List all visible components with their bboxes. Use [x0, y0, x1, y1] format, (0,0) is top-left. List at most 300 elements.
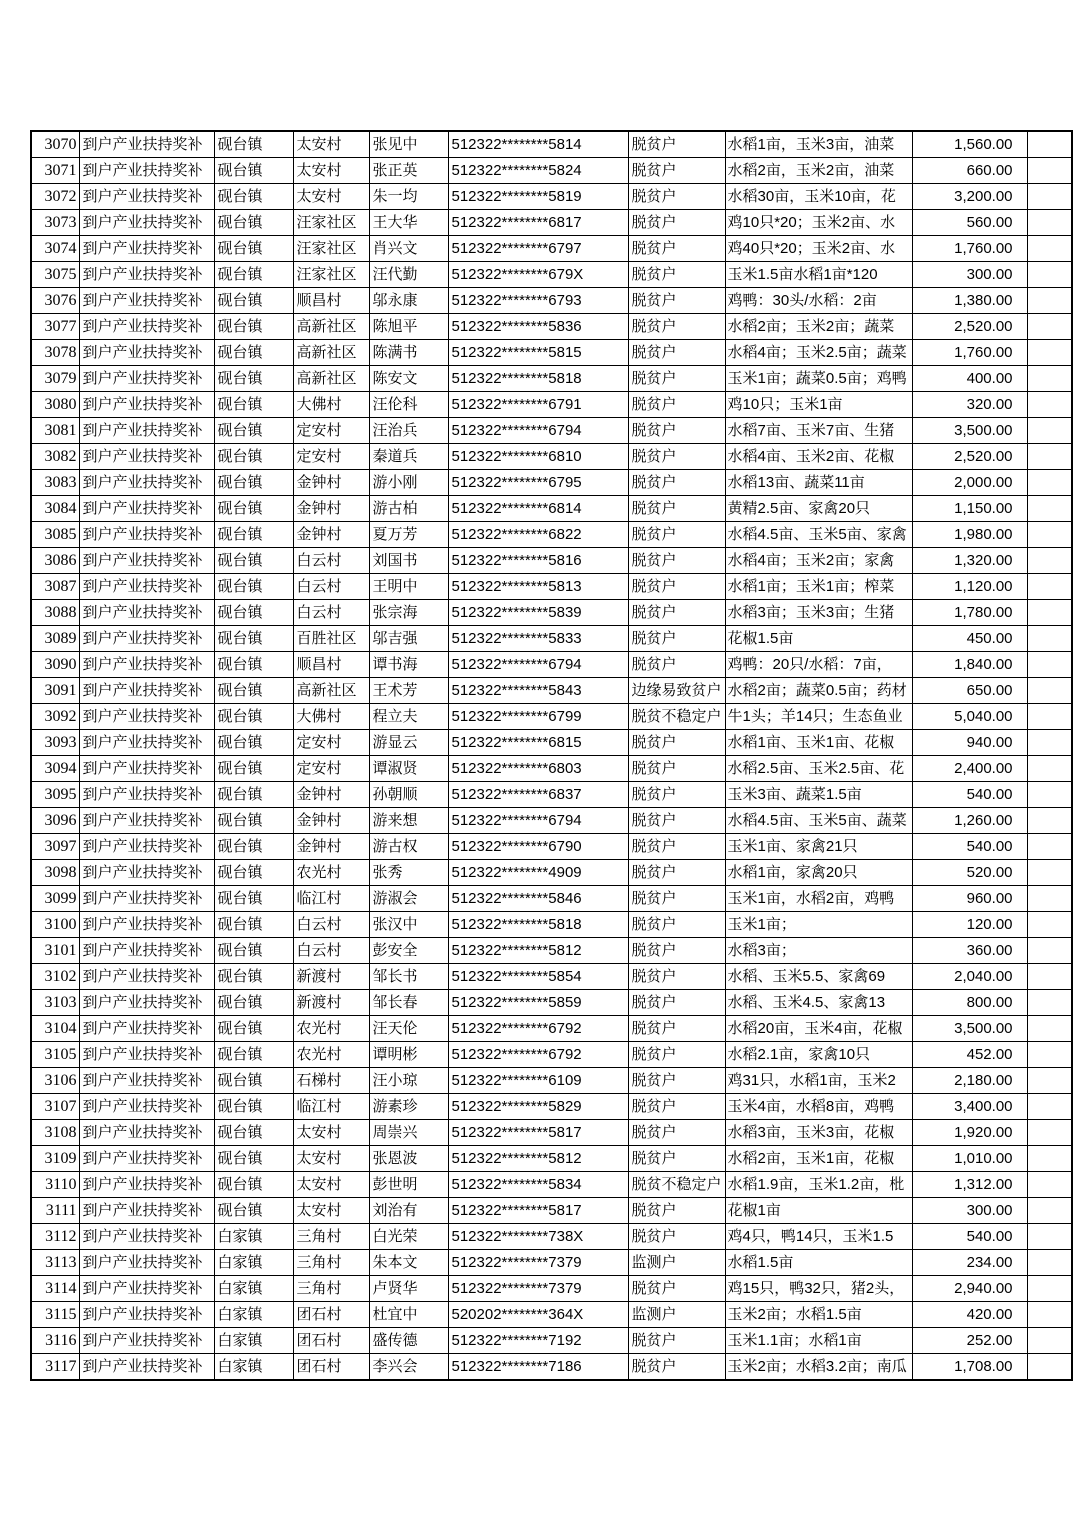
town-cell: 白家镇	[214, 1328, 293, 1354]
person-name-cell: 谭明彬	[369, 1042, 448, 1068]
town-cell: 砚台镇	[214, 912, 293, 938]
village-cell: 定安村	[293, 730, 369, 756]
subsidy-amount-cell: 1,760.00	[912, 340, 1027, 366]
household-type-cell: 脱贫户	[628, 392, 725, 418]
household-type-cell: 脱贫户	[628, 964, 725, 990]
household-type-cell: 脱贫户	[628, 418, 725, 444]
id-number-cell: 512322********5839	[448, 600, 628, 626]
remarks-cell	[1027, 236, 1072, 262]
person-name-cell: 陈安文	[369, 366, 448, 392]
household-type-cell: 脱贫户	[628, 834, 725, 860]
table-row	[31, 470, 1072, 496]
id-number-cell: 512322********5824	[448, 158, 628, 184]
person-name-cell: 游素珍	[369, 1094, 448, 1120]
subsidy-table	[30, 130, 1073, 1381]
project-name-cell: 到户产业扶持奖补	[79, 574, 214, 600]
project-name-cell: 到户产业扶持奖补	[79, 184, 214, 210]
remarks-cell	[1027, 366, 1072, 392]
project-name-cell: 到户产业扶持奖补	[79, 704, 214, 730]
town-cell: 砚台镇	[214, 366, 293, 392]
industry-description-cell: 鸡31只，水稻1亩，玉米2	[725, 1068, 912, 1094]
industry-description-cell: 鸡10只；玉米1亩	[725, 392, 912, 418]
town-cell: 砚台镇	[214, 522, 293, 548]
id-number-cell: 512322********679X	[448, 262, 628, 288]
project-name-cell: 到户产业扶持奖补	[79, 808, 214, 834]
household-type-cell: 脱贫户	[628, 444, 725, 470]
industry-description-cell: 水稻2亩；玉米2亩；蔬菜	[725, 314, 912, 340]
household-type-cell: 脱贫户	[628, 860, 725, 886]
project-name-cell: 到户产业扶持奖补	[79, 860, 214, 886]
row-number-cell: 3090	[31, 652, 79, 678]
table-row	[31, 418, 1072, 444]
town-cell: 砚台镇	[214, 158, 293, 184]
village-cell: 金钟村	[293, 522, 369, 548]
subsidy-amount-cell: 1,320.00	[912, 548, 1027, 574]
town-cell: 白家镇	[214, 1302, 293, 1328]
industry-description-cell: 玉米1亩；	[725, 912, 912, 938]
row-number-cell: 3079	[31, 366, 79, 392]
household-type-cell: 脱贫不稳定户	[628, 1172, 725, 1198]
remarks-cell	[1027, 314, 1072, 340]
subsidy-amount-cell: 540.00	[912, 834, 1027, 860]
table-row	[31, 392, 1072, 418]
town-cell: 砚台镇	[214, 210, 293, 236]
person-name-cell: 游小刚	[369, 470, 448, 496]
row-number-cell: 3098	[31, 860, 79, 886]
subsidy-amount-cell: 560.00	[912, 210, 1027, 236]
person-name-cell: 邬永康	[369, 288, 448, 314]
id-number-cell: 512322********7186	[448, 1354, 628, 1381]
village-cell: 临江村	[293, 886, 369, 912]
household-type-cell: 脱贫户	[628, 626, 725, 652]
id-number-cell: 512322********7192	[448, 1328, 628, 1354]
town-cell: 砚台镇	[214, 262, 293, 288]
table-row	[31, 1354, 1072, 1381]
row-number-cell: 3095	[31, 782, 79, 808]
remarks-cell	[1027, 626, 1072, 652]
remarks-cell	[1027, 158, 1072, 184]
remarks-cell	[1027, 1042, 1072, 1068]
row-number-cell: 3109	[31, 1146, 79, 1172]
project-name-cell: 到户产业扶持奖补	[79, 418, 214, 444]
row-number-cell: 3117	[31, 1354, 79, 1381]
project-name-cell: 到户产业扶持奖补	[79, 340, 214, 366]
remarks-cell	[1027, 522, 1072, 548]
village-cell: 大佛村	[293, 392, 369, 418]
remarks-cell	[1027, 470, 1072, 496]
project-name-cell: 到户产业扶持奖补	[79, 1016, 214, 1042]
remarks-cell	[1027, 1354, 1072, 1381]
village-cell: 太安村	[293, 1146, 369, 1172]
row-number-cell: 3076	[31, 288, 79, 314]
row-number-cell: 3071	[31, 158, 79, 184]
remarks-cell	[1027, 392, 1072, 418]
subsidy-amount-cell: 2,000.00	[912, 470, 1027, 496]
project-name-cell: 到户产业扶持奖补	[79, 600, 214, 626]
industry-description-cell: 花椒1.5亩	[725, 626, 912, 652]
remarks-cell	[1027, 131, 1072, 158]
row-number-cell: 3113	[31, 1250, 79, 1276]
project-name-cell: 到户产业扶持奖补	[79, 1146, 214, 1172]
village-cell: 金钟村	[293, 808, 369, 834]
person-name-cell: 杜宜中	[369, 1302, 448, 1328]
remarks-cell	[1027, 1250, 1072, 1276]
village-cell: 石梯村	[293, 1068, 369, 1094]
household-type-cell: 脱贫户	[628, 756, 725, 782]
town-cell: 砚台镇	[214, 1042, 293, 1068]
table-row	[31, 236, 1072, 262]
industry-description-cell: 水稻3亩，玉米3亩，花椒	[725, 1120, 912, 1146]
table-row	[31, 1250, 1072, 1276]
industry-description-cell: 水稻4.5亩、玉米5亩、家禽	[725, 522, 912, 548]
project-name-cell: 到户产业扶持奖补	[79, 1094, 214, 1120]
town-cell: 白家镇	[214, 1250, 293, 1276]
project-name-cell: 到户产业扶持奖补	[79, 262, 214, 288]
household-type-cell: 脱贫户	[628, 262, 725, 288]
person-name-cell: 陈旭平	[369, 314, 448, 340]
village-cell: 太安村	[293, 1172, 369, 1198]
row-number-cell: 3081	[31, 418, 79, 444]
table-row	[31, 1068, 1072, 1094]
subsidy-amount-cell: 1,780.00	[912, 600, 1027, 626]
row-number-cell: 3111	[31, 1198, 79, 1224]
project-name-cell: 到户产业扶持奖补	[79, 236, 214, 262]
village-cell: 农光村	[293, 1042, 369, 1068]
row-number-cell: 3110	[31, 1172, 79, 1198]
village-cell: 定安村	[293, 756, 369, 782]
village-cell: 金钟村	[293, 782, 369, 808]
id-number-cell: 512322********6792	[448, 1042, 628, 1068]
industry-description-cell: 水稻7亩、玉米7亩、生猪	[725, 418, 912, 444]
person-name-cell: 孙朝顺	[369, 782, 448, 808]
remarks-cell	[1027, 600, 1072, 626]
household-type-cell: 监测户	[628, 1250, 725, 1276]
person-name-cell: 张宗海	[369, 600, 448, 626]
table-row	[31, 340, 1072, 366]
project-name-cell: 到户产业扶持奖补	[79, 522, 214, 548]
person-name-cell: 卢贤华	[369, 1276, 448, 1302]
project-name-cell: 到户产业扶持奖补	[79, 626, 214, 652]
project-name-cell: 到户产业扶持奖补	[79, 1042, 214, 1068]
id-number-cell: 512322********5817	[448, 1120, 628, 1146]
town-cell: 砚台镇	[214, 652, 293, 678]
industry-description-cell: 玉米3亩、蔬菜1.5亩	[725, 782, 912, 808]
subsidy-amount-cell: 1,980.00	[912, 522, 1027, 548]
household-type-cell: 脱贫户	[628, 1094, 725, 1120]
subsidy-amount-cell: 520.00	[912, 860, 1027, 886]
project-name-cell: 到户产业扶持奖补	[79, 210, 214, 236]
household-type-cell: 脱贫户	[628, 808, 725, 834]
id-number-cell: 512322********5812	[448, 1146, 628, 1172]
table-row	[31, 1172, 1072, 1198]
village-cell: 太安村	[293, 184, 369, 210]
project-name-cell: 到户产业扶持奖补	[79, 938, 214, 964]
table-row	[31, 1224, 1072, 1250]
person-name-cell: 邹长书	[369, 964, 448, 990]
household-type-cell: 脱贫户	[628, 496, 725, 522]
project-name-cell: 到户产业扶持奖补	[79, 1250, 214, 1276]
subsidy-amount-cell: 450.00	[912, 626, 1027, 652]
subsidy-amount-cell: 120.00	[912, 912, 1027, 938]
town-cell: 砚台镇	[214, 392, 293, 418]
industry-description-cell: 玉米1.5亩水稻1亩*120	[725, 262, 912, 288]
table-row	[31, 1276, 1072, 1302]
town-cell: 砚台镇	[214, 678, 293, 704]
remarks-cell	[1027, 1224, 1072, 1250]
household-type-cell: 脱贫户	[628, 210, 725, 236]
remarks-cell	[1027, 288, 1072, 314]
project-name-cell: 到户产业扶持奖补	[79, 288, 214, 314]
household-type-cell: 脱贫户	[628, 1042, 725, 1068]
id-number-cell: 512322********5854	[448, 964, 628, 990]
household-type-cell: 脱贫户	[628, 730, 725, 756]
row-number-cell: 3114	[31, 1276, 79, 1302]
household-type-cell: 脱贫户	[628, 470, 725, 496]
person-name-cell: 谭淑贤	[369, 756, 448, 782]
subsidy-amount-cell: 2,520.00	[912, 314, 1027, 340]
remarks-cell	[1027, 756, 1072, 782]
household-type-cell: 脱贫户	[628, 1328, 725, 1354]
village-cell: 农光村	[293, 1016, 369, 1042]
industry-description-cell: 水稻1亩、玉米1亩、花椒	[725, 730, 912, 756]
town-cell: 砚台镇	[214, 756, 293, 782]
town-cell: 砚台镇	[214, 574, 293, 600]
subsidy-amount-cell: 2,520.00	[912, 444, 1027, 470]
subsidy-amount-cell: 960.00	[912, 886, 1027, 912]
industry-description-cell: 鸡15只，鸭32只，猪2头，	[725, 1276, 912, 1302]
village-cell: 三角村	[293, 1250, 369, 1276]
id-number-cell: 512322********6803	[448, 756, 628, 782]
village-cell: 汪家社区	[293, 236, 369, 262]
village-cell: 三角村	[293, 1276, 369, 1302]
town-cell: 砚台镇	[214, 730, 293, 756]
row-number-cell: 3087	[31, 574, 79, 600]
subsidy-amount-cell: 420.00	[912, 1302, 1027, 1328]
household-type-cell: 脱贫户	[628, 574, 725, 600]
id-number-cell: 512322********5833	[448, 626, 628, 652]
id-number-cell: 512322********5818	[448, 366, 628, 392]
person-name-cell: 邬吉强	[369, 626, 448, 652]
household-type-cell: 脱贫户	[628, 886, 725, 912]
project-name-cell: 到户产业扶持奖补	[79, 392, 214, 418]
row-number-cell: 3086	[31, 548, 79, 574]
person-name-cell: 游古柏	[369, 496, 448, 522]
town-cell: 砚台镇	[214, 938, 293, 964]
id-number-cell: 512322********6799	[448, 704, 628, 730]
village-cell: 白云村	[293, 938, 369, 964]
person-name-cell: 夏万芳	[369, 522, 448, 548]
project-name-cell: 到户产业扶持奖补	[79, 1068, 214, 1094]
village-cell: 定安村	[293, 444, 369, 470]
town-cell: 砚台镇	[214, 860, 293, 886]
project-name-cell: 到户产业扶持奖补	[79, 990, 214, 1016]
town-cell: 砚台镇	[214, 600, 293, 626]
town-cell: 砚台镇	[214, 704, 293, 730]
person-name-cell: 周崇兴	[369, 1120, 448, 1146]
household-type-cell: 脱贫户	[628, 158, 725, 184]
row-number-cell: 3084	[31, 496, 79, 522]
id-number-cell: 512322********6794	[448, 652, 628, 678]
town-cell: 砚台镇	[214, 1016, 293, 1042]
village-cell: 农光村	[293, 860, 369, 886]
village-cell: 团石村	[293, 1328, 369, 1354]
person-name-cell: 白光荣	[369, 1224, 448, 1250]
row-number-cell: 3099	[31, 886, 79, 912]
village-cell: 白云村	[293, 600, 369, 626]
subsidy-amount-cell: 300.00	[912, 262, 1027, 288]
industry-description-cell: 水稻、玉米4.5、家禽13	[725, 990, 912, 1016]
town-cell: 砚台镇	[214, 964, 293, 990]
village-cell: 汪家社区	[293, 210, 369, 236]
remarks-cell	[1027, 1094, 1072, 1120]
table-row	[31, 314, 1072, 340]
person-name-cell: 王术芳	[369, 678, 448, 704]
id-number-cell: 512322********5859	[448, 990, 628, 1016]
table-row	[31, 678, 1072, 704]
industry-description-cell: 花椒1亩	[725, 1198, 912, 1224]
row-number-cell: 3103	[31, 990, 79, 1016]
row-number-cell: 3094	[31, 756, 79, 782]
table-row	[31, 964, 1072, 990]
row-number-cell: 3116	[31, 1328, 79, 1354]
remarks-cell	[1027, 1016, 1072, 1042]
remarks-cell	[1027, 1172, 1072, 1198]
village-cell: 高新社区	[293, 678, 369, 704]
table-row	[31, 288, 1072, 314]
project-name-cell: 到户产业扶持奖补	[79, 314, 214, 340]
subsidy-amount-cell: 800.00	[912, 990, 1027, 1016]
person-name-cell: 游显云	[369, 730, 448, 756]
id-number-cell: 512322********5813	[448, 574, 628, 600]
id-number-cell: 512322********7379	[448, 1276, 628, 1302]
row-number-cell: 3100	[31, 912, 79, 938]
industry-description-cell: 玉米1.1亩；水稻1亩	[725, 1328, 912, 1354]
remarks-cell	[1027, 210, 1072, 236]
town-cell: 砚台镇	[214, 1094, 293, 1120]
id-number-cell: 512322********5812	[448, 938, 628, 964]
industry-description-cell: 玉米1亩、家禽21只	[725, 834, 912, 860]
subsidy-amount-cell: 452.00	[912, 1042, 1027, 1068]
row-number-cell: 3073	[31, 210, 79, 236]
remarks-cell	[1027, 1120, 1072, 1146]
remarks-cell	[1027, 990, 1072, 1016]
subsidy-amount-cell: 1,840.00	[912, 652, 1027, 678]
town-cell: 砚台镇	[214, 626, 293, 652]
town-cell: 砚台镇	[214, 834, 293, 860]
row-number-cell: 3102	[31, 964, 79, 990]
id-number-cell: 512322********5819	[448, 184, 628, 210]
row-number-cell: 3112	[31, 1224, 79, 1250]
row-number-cell: 3078	[31, 340, 79, 366]
village-cell: 白云村	[293, 548, 369, 574]
id-number-cell: 512322********6794	[448, 808, 628, 834]
industry-description-cell: 玉米1亩，水稻2亩，鸡鸭	[725, 886, 912, 912]
id-number-cell: 512322********6817	[448, 210, 628, 236]
table-row	[31, 1120, 1072, 1146]
project-name-cell: 到户产业扶持奖补	[79, 1276, 214, 1302]
industry-description-cell: 玉米1亩；蔬菜0.5亩；鸡鸭	[725, 366, 912, 392]
village-cell: 百胜社区	[293, 626, 369, 652]
table-row	[31, 834, 1072, 860]
remarks-cell	[1027, 1302, 1072, 1328]
person-name-cell: 李兴会	[369, 1354, 448, 1381]
id-number-cell: 512322********738X	[448, 1224, 628, 1250]
industry-description-cell: 牛1头；羊14只；生态鱼业	[725, 704, 912, 730]
industry-description-cell: 水稻1.9亩，玉米1.2亩，枇	[725, 1172, 912, 1198]
row-number-cell: 3115	[31, 1302, 79, 1328]
table-row	[31, 1016, 1072, 1042]
row-number-cell: 3097	[31, 834, 79, 860]
id-number-cell: 512322********6797	[448, 236, 628, 262]
household-type-cell: 脱贫不稳定户	[628, 704, 725, 730]
subsidy-amount-cell: 1,312.00	[912, 1172, 1027, 1198]
person-name-cell: 刘国书	[369, 548, 448, 574]
village-cell: 团石村	[293, 1354, 369, 1381]
remarks-cell	[1027, 184, 1072, 210]
village-cell: 大佛村	[293, 704, 369, 730]
table-row	[31, 626, 1072, 652]
town-cell: 砚台镇	[214, 496, 293, 522]
subsidy-amount-cell: 1,760.00	[912, 236, 1027, 262]
subsidy-amount-cell: 940.00	[912, 730, 1027, 756]
table-row	[31, 808, 1072, 834]
household-type-cell: 脱贫户	[628, 782, 725, 808]
project-name-cell: 到户产业扶持奖补	[79, 470, 214, 496]
project-name-cell: 到户产业扶持奖补	[79, 652, 214, 678]
table-row	[31, 131, 1072, 158]
table-row	[31, 704, 1072, 730]
person-name-cell: 谭书海	[369, 652, 448, 678]
table-row	[31, 1094, 1072, 1120]
project-name-cell: 到户产业扶持奖补	[79, 1120, 214, 1146]
id-number-cell: 512322********5846	[448, 886, 628, 912]
project-name-cell: 到户产业扶持奖补	[79, 444, 214, 470]
subsidy-amount-cell: 3,500.00	[912, 1016, 1027, 1042]
person-name-cell: 汪天伦	[369, 1016, 448, 1042]
village-cell: 顺昌村	[293, 288, 369, 314]
row-number-cell: 3089	[31, 626, 79, 652]
project-name-cell: 到户产业扶持奖补	[79, 964, 214, 990]
village-cell: 金钟村	[293, 496, 369, 522]
person-name-cell: 汪小琼	[369, 1068, 448, 1094]
remarks-cell	[1027, 444, 1072, 470]
subsidy-amount-cell: 2,400.00	[912, 756, 1027, 782]
person-name-cell: 张秀	[369, 860, 448, 886]
remarks-cell	[1027, 418, 1072, 444]
household-type-cell: 脱贫户	[628, 288, 725, 314]
remarks-cell	[1027, 1198, 1072, 1224]
industry-description-cell: 玉米2亩；水稻3.2亩；南瓜	[725, 1354, 912, 1381]
village-cell: 太安村	[293, 1198, 369, 1224]
town-cell: 砚台镇	[214, 808, 293, 834]
table-row	[31, 496, 1072, 522]
town-cell: 砚台镇	[214, 1120, 293, 1146]
table-row	[31, 1146, 1072, 1172]
table-row	[31, 1042, 1072, 1068]
subsidy-amount-cell: 234.00	[912, 1250, 1027, 1276]
town-cell: 砚台镇	[214, 236, 293, 262]
village-cell: 太安村	[293, 158, 369, 184]
id-number-cell: 512322********6822	[448, 522, 628, 548]
village-cell: 临江村	[293, 1094, 369, 1120]
id-number-cell: 512322********5815	[448, 340, 628, 366]
industry-description-cell: 水稻、玉米5.5、家禽69	[725, 964, 912, 990]
subsidy-amount-cell: 1,120.00	[912, 574, 1027, 600]
id-number-cell: 512322********5816	[448, 548, 628, 574]
id-number-cell: 512322********6815	[448, 730, 628, 756]
household-type-cell: 脱贫户	[628, 314, 725, 340]
industry-description-cell: 水稻1亩；玉米1亩；榨菜	[725, 574, 912, 600]
